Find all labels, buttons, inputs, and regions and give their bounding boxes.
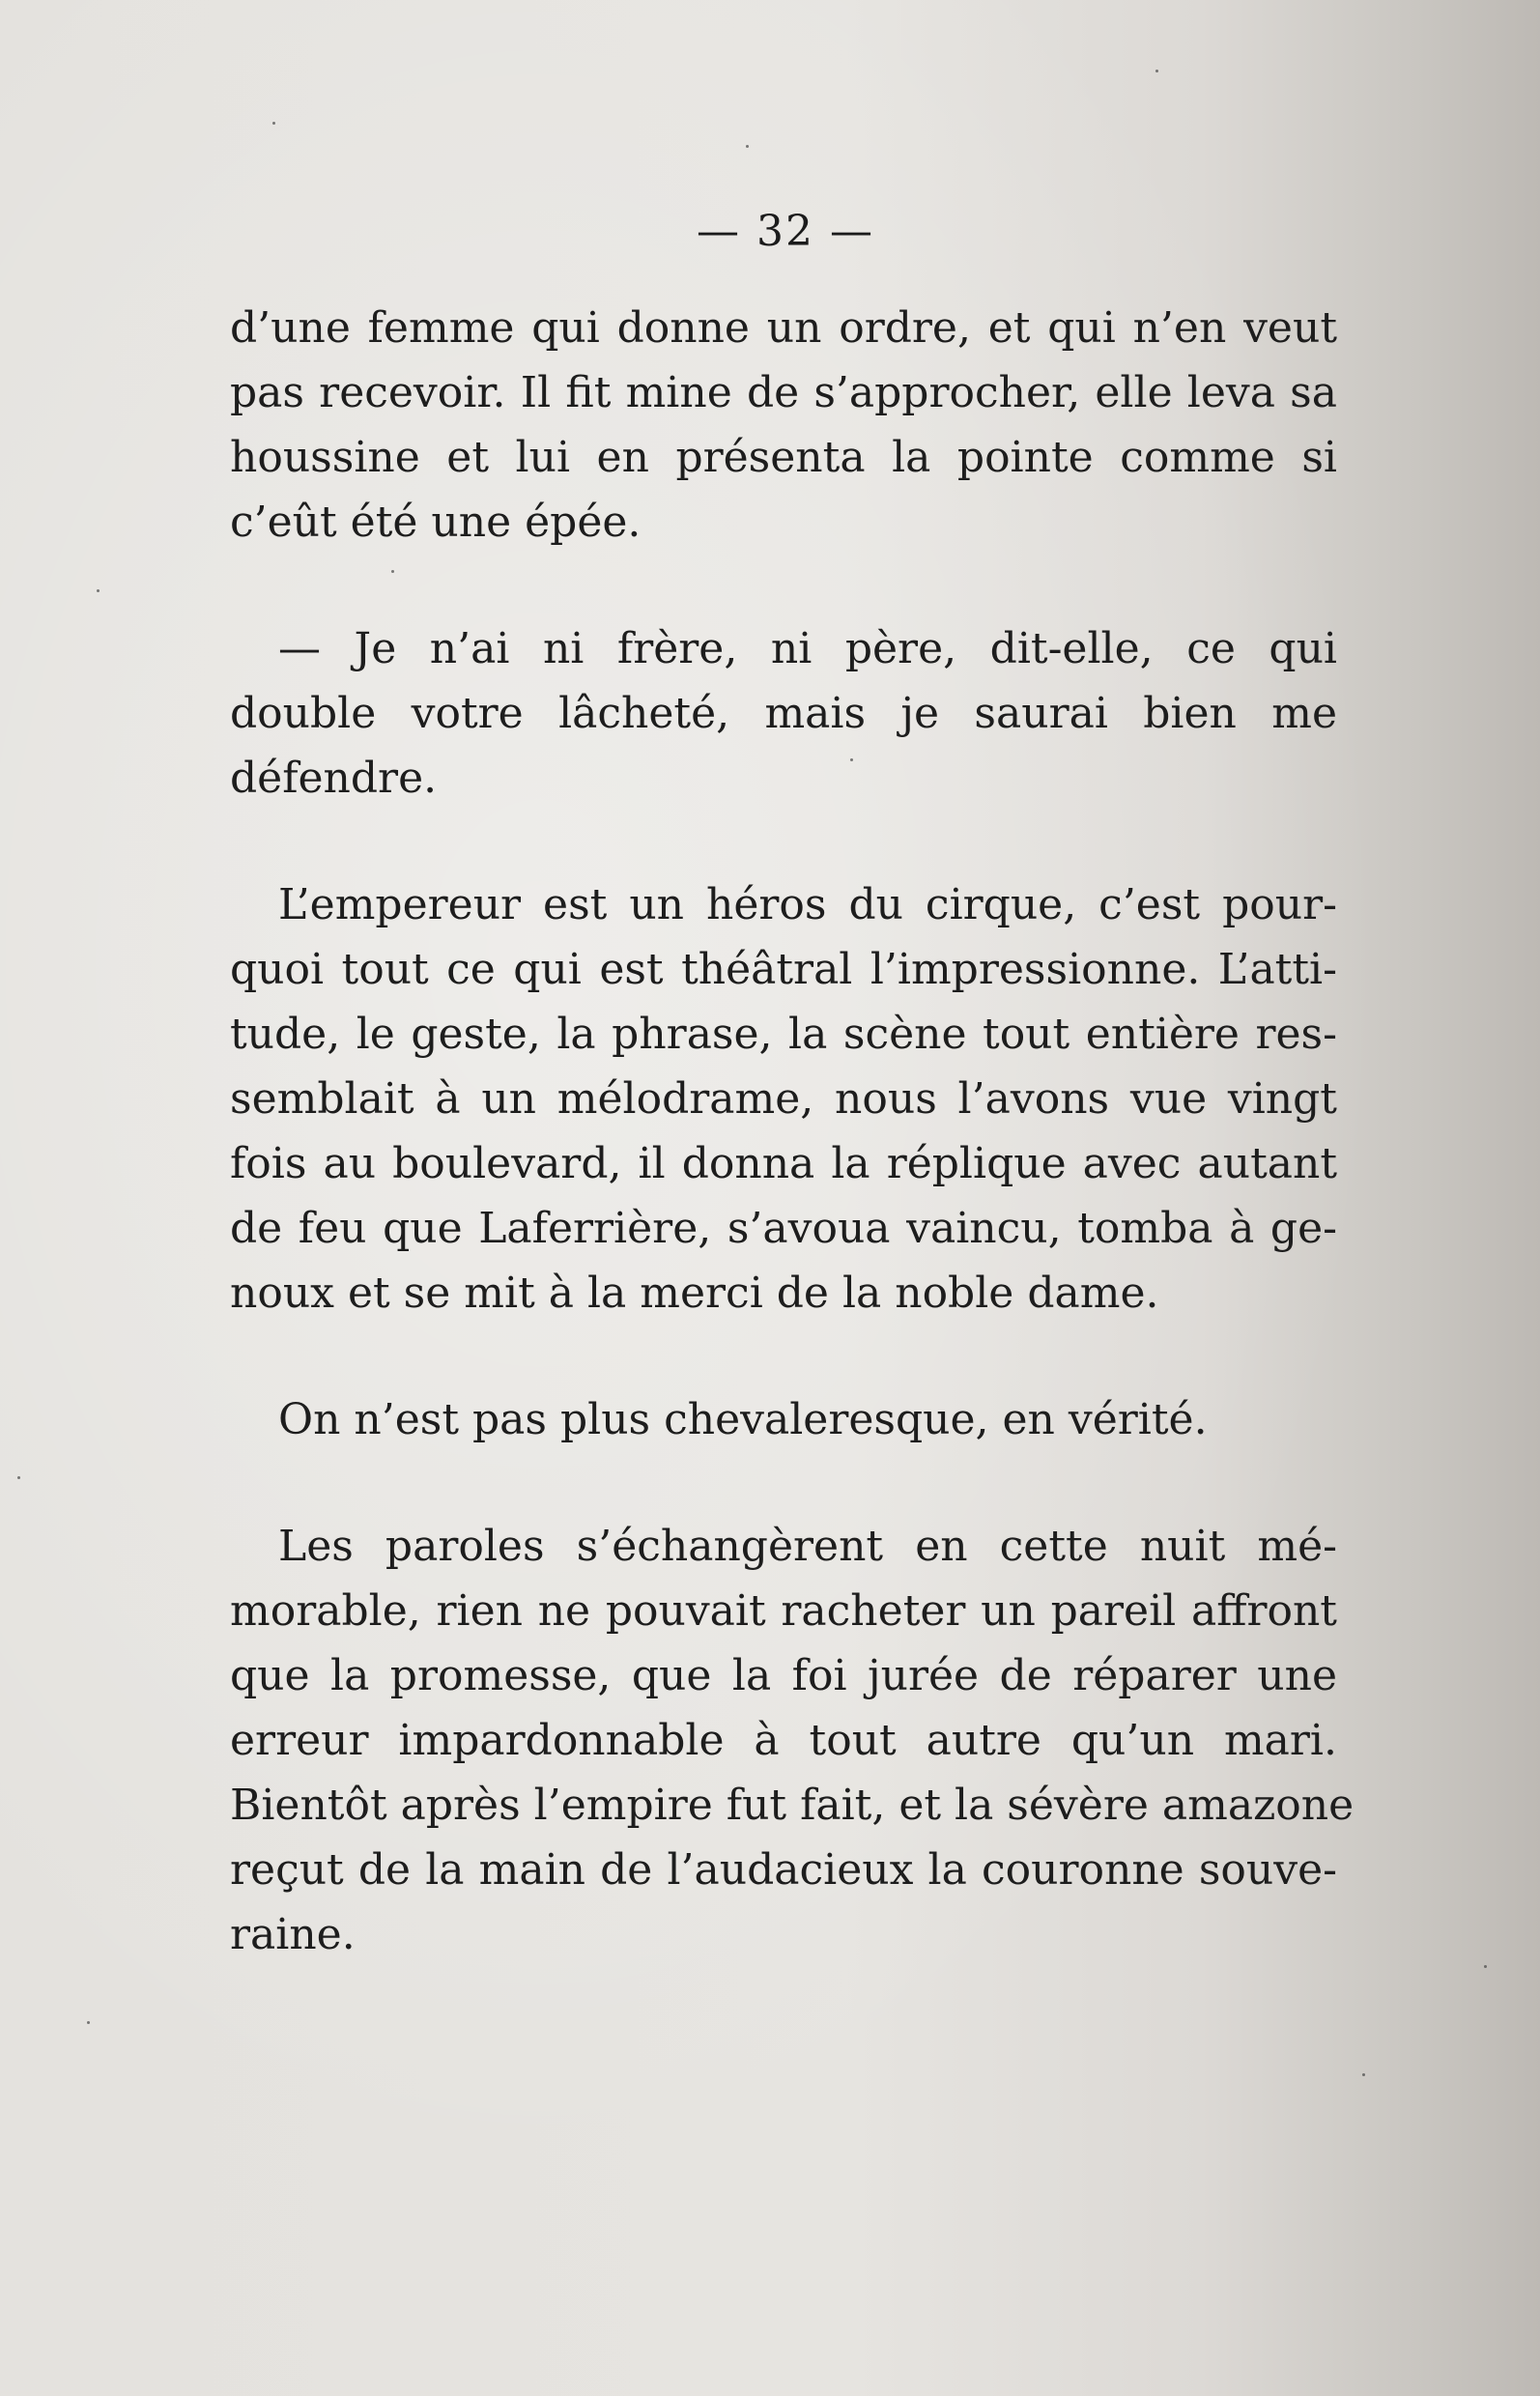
ink-speck — [1155, 70, 1158, 72]
text-line: défendre. — [230, 754, 438, 803]
text-line: pas recevoir. Il fit mine de s’approcher, elle leva sa — [230, 368, 1337, 417]
text-line: raine. — [230, 1910, 356, 1959]
text-line: erreur impardonnable à tout autre qu’un mari. — [230, 1716, 1337, 1765]
paragraph — [230, 872, 1337, 1326]
page-number: — 32 — — [697, 207, 874, 256]
text-line: de feu que Laferrière, s’avoua vaincu, tomba à ge- — [230, 1204, 1337, 1253]
ink-speck — [1362, 2073, 1365, 2076]
text-line: que la promesse, que la foi jurée de réparer une — [230, 1651, 1337, 1700]
body-text — [230, 296, 1355, 1967]
text-line: c’eût été une épée. — [230, 498, 642, 547]
ink-speck — [97, 589, 100, 592]
ink-speck — [746, 145, 749, 148]
ink-speck — [17, 1476, 20, 1479]
text-line: — Je n’ai ni frère, ni père, dit-elle, ce qui — [278, 624, 1337, 673]
text-line: reçut de la main de l’audacieux la couronne souve- — [230, 1845, 1337, 1895]
text-line: houssine et lui en présenta la pointe comme si — [230, 433, 1337, 482]
ink-speck — [87, 2021, 90, 2024]
text-line: Bientôt après l’empire fut fait, et la sévère amazone — [230, 1781, 1355, 1830]
text-line: quoi tout ce qui est théâtral l’impressionne. L’atti- — [230, 945, 1337, 994]
text-line: L’empereur est un héros du cirque, c’est pour- — [278, 880, 1337, 929]
text-line: noux et se mit à la merci de la noble dame. — [230, 1269, 1159, 1318]
paragraph — [230, 1387, 1337, 1452]
text-line: semblait à un mélodrame, nous l’avons vue vingt — [230, 1074, 1337, 1124]
text-line: Les paroles s’échangèrent en cette nuit mé- — [278, 1522, 1337, 1571]
text-line: fois au boulevard, il donna la réplique avec autant — [230, 1139, 1337, 1188]
text-line: tude, le geste, la phrase, la scène tout entière res- — [230, 1010, 1337, 1059]
text-line: double votre lâcheté, mais je saurai bien me — [230, 689, 1337, 738]
paragraph — [230, 616, 1337, 811]
text-line: d’une femme qui donne un ordre, et qui n’en veut — [230, 303, 1337, 353]
ink-speck — [1484, 1965, 1487, 1968]
paragraph — [230, 296, 1337, 555]
text-line: On n’est pas plus chevaleresque, en vérité. — [278, 1395, 1208, 1444]
text-line: morable, rien ne pouvait racheter un pareil affront — [230, 1586, 1337, 1636]
ink-speck — [272, 122, 275, 125]
paragraph — [230, 1514, 1355, 1967]
